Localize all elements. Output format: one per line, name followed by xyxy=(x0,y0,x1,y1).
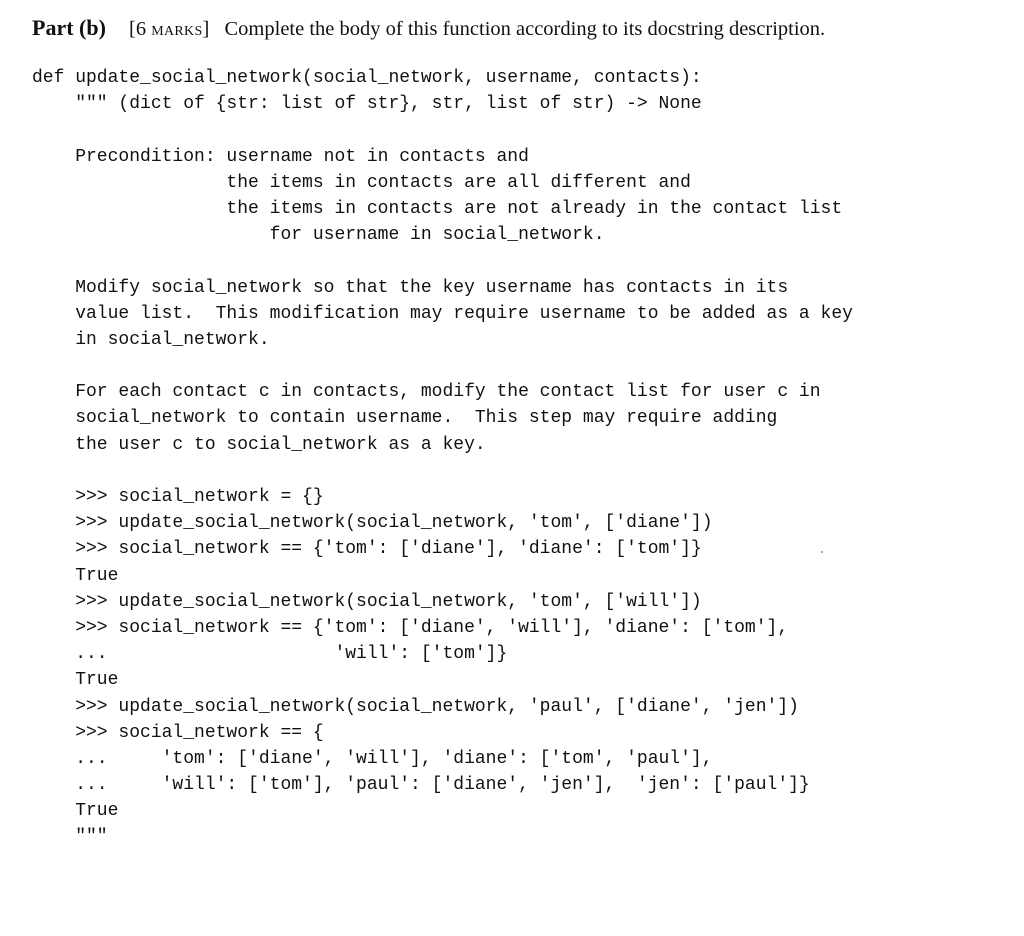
doctest-line: >>> social_network = {} xyxy=(32,487,324,507)
doctest-continuation: ... 'will': ['tom']} xyxy=(32,644,508,665)
question-instruction: Complete the body of this function according to its docstring description. xyxy=(224,18,826,40)
code-line-blank xyxy=(32,117,853,143)
doctest-output: True xyxy=(32,565,119,586)
doctest-line: >>> social_network == {'tom': ['diane', 'will'], 'diane': ['tom'], xyxy=(32,617,789,638)
code-line-description-1: Modify social_network so that the key username has contacts in its xyxy=(32,277,789,298)
code-line-precondition-1: Precondition: username not in contacts and xyxy=(32,146,529,167)
doctest-continuation: ... 'tom': ['diane', 'will'], 'diane': ['tom', 'paul'], xyxy=(32,748,713,769)
question-header xyxy=(32,15,825,41)
code-line-description-5: social_network to contain username. This step may require adding xyxy=(32,408,778,429)
doctest-line: >>> social_network == {'tom': ['diane'], 'diane': ['tom']} xyxy=(32,539,702,560)
doctest-output: True xyxy=(32,670,119,691)
doctest-line: >>> social_network == { xyxy=(32,722,324,743)
doctest-line: >>> update_social_network(social_network, 'paul', ['diane', 'jen']) xyxy=(32,696,799,717)
marks-label xyxy=(129,18,209,40)
scan-artifact-dot xyxy=(821,551,823,553)
marks-close: ] xyxy=(202,18,210,40)
marks-word: marks xyxy=(151,18,203,40)
code-line-description-2: value list. This modification may require username to be added as a key xyxy=(32,303,853,324)
code-line-type-contract: """ (dict of {str: list of str}, str, list of str) -> None xyxy=(32,94,702,115)
marks-open: [6 xyxy=(129,18,152,40)
doctest-line: >>> update_social_network(social_network, 'tom', ['will']) xyxy=(32,591,702,612)
code-line-description-6: the user c to social_network as a key. xyxy=(32,434,486,455)
doctest-output: True xyxy=(32,801,119,822)
code-line-precondition-2: the items in contacts are all different and xyxy=(32,172,691,193)
code-line-description-4: For each contact c in contacts, modify the contact list for user c in xyxy=(32,382,821,403)
code-line-precondition-4: for username in social_network. xyxy=(32,225,605,246)
part-label: Part (b) xyxy=(32,15,106,40)
doctest-line: >>> update_social_network(social_network, 'tom', ['diane']) xyxy=(32,513,713,534)
code-line-description-3: in social_network. xyxy=(32,329,270,350)
code-line-blank xyxy=(32,353,853,379)
code-line-def: def update_social_network(social_network, username, contacts): xyxy=(32,68,702,88)
code-line-blank xyxy=(32,248,853,274)
doctest-continuation: ... 'will': ['tom'], 'paul': ['diane', 'jen'], 'jen': ['paul']} xyxy=(32,775,810,796)
code-line-precondition-3: the items in contacts are not already in the contact list xyxy=(32,198,843,219)
code-line-blank xyxy=(32,458,853,484)
function-code-block xyxy=(32,65,853,851)
docstring-close: """ xyxy=(32,827,108,848)
